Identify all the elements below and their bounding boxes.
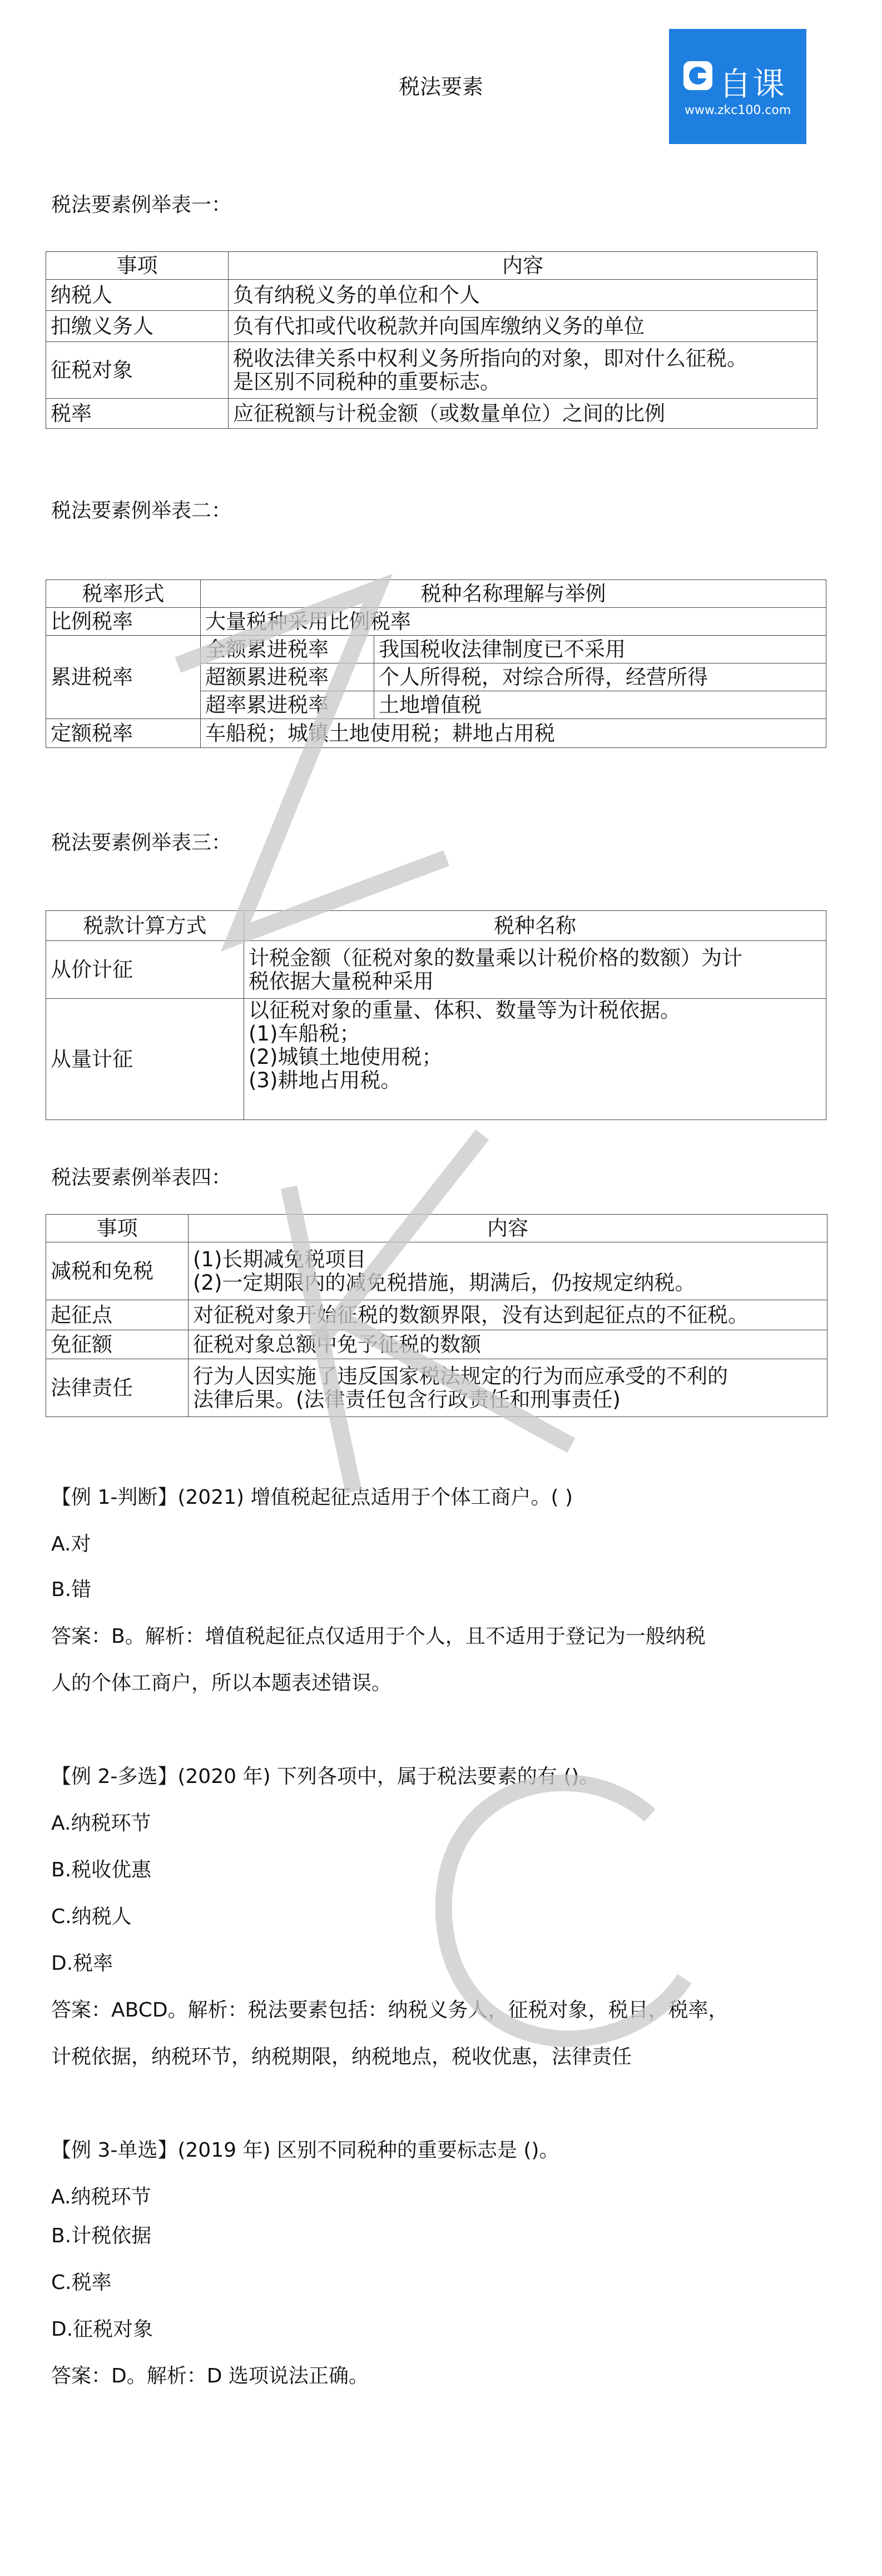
brand-logo: [669, 29, 806, 144]
example2-answer: 答案：ABCD。解析：税法要素包括：纳税义务人，征税对象，税目，税率，: [51, 1999, 729, 2022]
table3-cell: 从量计征: [46, 999, 244, 1120]
table1-header: 内容: [229, 252, 817, 280]
table4-cell: 征税对象总额中免予征税的数额: [189, 1330, 828, 1359]
example1-answer: 答案：B。解析：增值税起征点仅适用于个人，且不适用于登记为一般纳税: [51, 1625, 706, 1648]
table1-heading: 税法要素例举表一：: [51, 194, 232, 216]
table4-cell: 减税和免税: [46, 1242, 189, 1300]
table2-cell: 超额累进税率: [201, 663, 374, 691]
table3-header: 税种名称: [244, 911, 826, 941]
table2: [46, 579, 826, 748]
table1-cell: [229, 342, 817, 399]
example1-option: B.错: [51, 1578, 92, 1601]
table2-cell: 全额累进税率: [201, 636, 374, 663]
table4-heading: 税法要素例举表四：: [51, 1166, 232, 1189]
table3-cell-line: (2)城镇土地使用税；: [249, 1045, 443, 1069]
example3-question: 【例 3-单选】(2019 年) 区别不同税种的重要标志是 ()。: [51, 2139, 559, 2162]
table4-cell: 对征税对象开始征税的数额界限，没有达到起征点的不征税。: [189, 1300, 828, 1330]
example3-option: D.征税对象: [51, 2318, 153, 2341]
table1-cell: 扣缴义务人: [46, 311, 229, 342]
example3-answer: 答案：D。解析：D 选项说法正确。: [51, 2365, 369, 2387]
table1-cell: 应征税额与计税金额（或数量单位）之间的比例: [229, 399, 817, 429]
table1: [46, 251, 817, 429]
table2-cell: 个人所得税，对综合所得，经营所得: [374, 663, 826, 691]
example2-option: D.税率: [51, 1952, 113, 1975]
table3-cell: [244, 941, 826, 999]
table1-cell: 纳税人: [46, 280, 229, 311]
table3: [46, 910, 826, 1120]
table4-cell-line: 行为人因实施了违反国家税法规定的行为而应承受的不利的: [193, 1364, 728, 1388]
table2-header: 税率形式: [46, 580, 201, 608]
table1-cell: 税率: [46, 399, 229, 429]
example1-question: 【例 1-判断】(2021) 增值税起征点适用于个体工商户。( ): [51, 1486, 573, 1509]
table4: [46, 1214, 828, 1417]
table4-header: 内容: [189, 1215, 828, 1242]
table1-cell-line: 税收法律关系中权利义务所指向的对象，即对什么征税。: [233, 346, 747, 370]
table4-header: 事项: [46, 1215, 189, 1242]
table4-cell-line: 法律后果。(法律责任包含行政责任和刑事责任): [193, 1387, 621, 1411]
table1-cell: 征税对象: [46, 342, 229, 399]
table3-cell-line: 计税金额（征税对象的数量乘以计税价格的数额）为计: [249, 945, 742, 970]
table4-cell: [189, 1359, 828, 1417]
table1-header: 事项: [46, 252, 229, 280]
table4-cell: 免征额: [46, 1330, 189, 1359]
example2-option: A.纳税环节: [51, 1812, 151, 1835]
table2-cell: 土地增值税: [374, 691, 826, 719]
example1-answer: 人的个体工商户，所以本题表述错误。: [51, 1672, 392, 1695]
table3-cell: 从价计征: [46, 941, 244, 999]
table3-cell-line: (3)耕地占用税。: [249, 1068, 402, 1092]
page-title: 税法要素: [398, 75, 483, 99]
table1-cell: 负有纳税义务的单位和个人: [229, 280, 817, 311]
table2-cell: 我国税收法律制度已不采用: [374, 636, 826, 663]
table4-cell: 起征点: [46, 1300, 189, 1330]
table2-heading: 税法要素例举表二：: [51, 499, 232, 522]
logo-url: www.zkc100.com: [685, 103, 791, 117]
table1-cell-line: 是区别不同税种的重要标志。: [233, 369, 501, 394]
table2-cell: 大量税种采用比例税率: [201, 608, 826, 636]
example2-option: C.纳税人: [51, 1905, 132, 1928]
table3-heading: 税法要素例举表三：: [51, 831, 232, 854]
table3-cell: [244, 999, 826, 1120]
example3-option: B.计税依据: [51, 2225, 152, 2247]
table4-cell-line: (2)一定期限内的减免税措施，期满后，仍按规定纳税。: [193, 1270, 696, 1295]
example3-option: C.税率: [51, 2271, 112, 2294]
table2-cell: 比例税率: [46, 608, 201, 636]
table2-header: 税种名称理解与举例: [201, 580, 826, 608]
table2-cell: 累进税率: [46, 636, 201, 719]
table3-cell-line: (1)车船税；: [249, 1022, 360, 1046]
table3-cell-line: 以征税对象的重量、体积、数量等为计税依据。: [249, 998, 681, 1022]
table4-cell: 法律责任: [46, 1359, 189, 1417]
table2-cell: 超率累进税率: [201, 691, 374, 719]
example2-answer: 计税依据，纳税环节，纳税期限，纳税地点，税收优惠，法律责任: [51, 2045, 632, 2068]
table4-cell: [189, 1242, 828, 1300]
table1-cell: 负有代扣或代收税款并向国库缴纳义务的单位: [229, 311, 817, 342]
logo-name: 自课: [719, 65, 786, 103]
example3-option: A.纳税环节: [51, 2186, 151, 2208]
table2-cell: 定额税率: [46, 719, 201, 748]
logo-icon: [683, 61, 712, 90]
table3-cell-line: 税依据大量税种采用: [249, 969, 434, 993]
table2-cell: 车船税；城镇土地使用税；耕地占用税: [201, 719, 826, 748]
example1-option: A.对: [51, 1533, 91, 1555]
example2-option: B.税收优惠: [51, 1859, 152, 1881]
table4-cell-line: (1)长期减免税项目: [193, 1247, 366, 1271]
table3-header: 税款计算方式: [46, 911, 244, 941]
example2-question: 【例 2-多选】(2020 年) 下列各项中，属于税法要素的有 ()。: [51, 1765, 599, 1788]
